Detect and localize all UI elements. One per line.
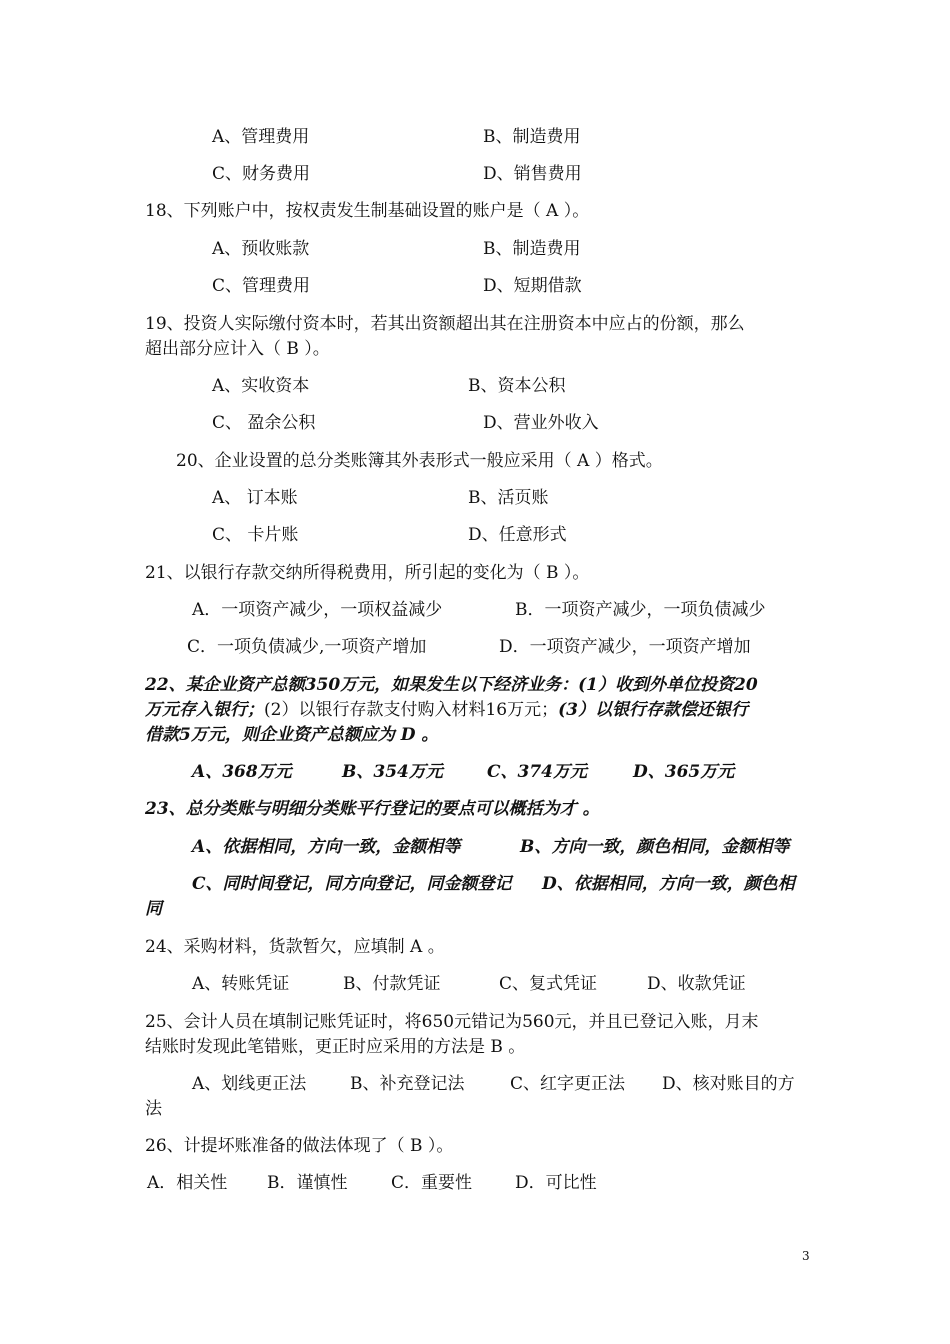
option-line: D、收款凭证 bbox=[647, 974, 746, 994]
question-18: 18、下列账户中，按权责发生制基础设置的账户是（ A ）。 bbox=[145, 201, 590, 221]
option-line: D、依据相同，方向一致，颜色相 bbox=[542, 874, 795, 894]
question-19-cont: 超出部分应计入（ B ）。 bbox=[145, 339, 330, 359]
option-line: C、 卡片账 bbox=[212, 525, 299, 545]
question-21: 21、以银行存款交纳所得税费用，所引起的变化为（ B ）。 bbox=[145, 563, 590, 583]
option-line: C、同时间登记，同方向登记，同金额登记 bbox=[192, 874, 512, 894]
question-19: 19、投资人实际缴付资本时，若其出资额超出其在注册资本中应占的份额，那么 bbox=[145, 314, 745, 334]
question-22: 22、某企业资产总额350万元，如果发生以下经济业务：(1）收到外单位投资20 bbox=[145, 675, 758, 695]
option-line: D、短期借款 bbox=[483, 276, 582, 296]
question-26: 26、计提坏账准备的做法体现了（ B ）。 bbox=[145, 1136, 454, 1156]
option-line: A．相关性 bbox=[147, 1173, 228, 1193]
option-line: B．谨慎性 bbox=[267, 1173, 348, 1193]
page-number: 3 bbox=[802, 1249, 810, 1263]
question-22-part1: 万元存入银行； bbox=[145, 700, 264, 720]
option-line: A、划线更正法 bbox=[192, 1074, 307, 1094]
option-line-cont: 同 bbox=[145, 899, 162, 919]
option-line: A、 订本账 bbox=[212, 488, 298, 508]
option-line: A．一项资产减少，一项权益减少 bbox=[192, 600, 443, 620]
option-line: B、354万元 bbox=[342, 762, 443, 782]
option-line: D、任意形式 bbox=[468, 525, 567, 545]
question-25: 25、会计人员在填制记账凭证时，将650元错记为560元，并且已登记入账，月末 bbox=[145, 1012, 759, 1032]
question-25-cont: 结账时发现此笔错账，更正时应采用的方法是 B 。 bbox=[145, 1037, 526, 1057]
option-line: B．一项资产减少，一项负债减少 bbox=[515, 600, 766, 620]
option-line: B、资本公积 bbox=[468, 376, 566, 396]
question-24: 24、采购材料，货款暂欠，应填制 A 。 bbox=[145, 937, 445, 957]
option-line: C、红字更正法 bbox=[510, 1074, 626, 1094]
option-line: D．可比性 bbox=[515, 1173, 597, 1193]
option-line: D、销售费用 bbox=[483, 164, 582, 184]
option-line: B、付款凭证 bbox=[343, 974, 441, 994]
option-line: C、374万元 bbox=[487, 762, 588, 782]
option-line: C．重要性 bbox=[391, 1173, 473, 1193]
question-22-cont: 借款5万元，则企业资产总额应为 D 。 bbox=[145, 725, 439, 745]
option-line: C、复式凭证 bbox=[499, 974, 598, 994]
option-line: B、制造费用 bbox=[483, 127, 581, 147]
option-line: A、依据相同，方向一致，金额相等 bbox=[192, 837, 461, 857]
option-line: A、368万元 bbox=[192, 762, 292, 782]
option-line: D、营业外收入 bbox=[483, 413, 599, 433]
option-line: A、转账凭证 bbox=[192, 974, 290, 994]
question-23: 23、总分类账与明细分类账平行登记的要点可以概括为才 。 bbox=[145, 799, 600, 819]
option-line: D、365万元 bbox=[633, 762, 735, 782]
option-line-cont: 法 bbox=[145, 1099, 162, 1119]
option-line: C、 盈余公积 bbox=[212, 413, 316, 433]
question-22-part2: (2）以银行存款支付购入材料16万元； bbox=[264, 700, 559, 720]
option-line: A、管理费用 bbox=[212, 127, 310, 147]
option-line: C、管理费用 bbox=[212, 276, 311, 296]
question-22-cont bbox=[145, 699, 748, 721]
option-line: B、方向一致，颜色相同，金额相等 bbox=[520, 837, 790, 857]
option-line: A、实收资本 bbox=[212, 376, 310, 396]
option-line: C．一项负债减少,一项资产增加 bbox=[187, 637, 427, 657]
question-22-part3: (3）以银行存款偿还银行 bbox=[558, 700, 748, 720]
option-line: B、制造费用 bbox=[483, 239, 581, 259]
option-line: B、补充登记法 bbox=[350, 1074, 465, 1094]
option-line: B、活页账 bbox=[468, 488, 549, 508]
option-line: D．一项资产减少，一项资产增加 bbox=[499, 637, 751, 657]
option-line: C、财务费用 bbox=[212, 164, 311, 184]
option-line: A、预收账款 bbox=[212, 239, 310, 259]
option-line: D、核对账目的方 bbox=[662, 1074, 795, 1094]
question-20: 20、企业设置的总分类账簿其外表形式一般应采用（ A ）格式。 bbox=[176, 451, 663, 471]
